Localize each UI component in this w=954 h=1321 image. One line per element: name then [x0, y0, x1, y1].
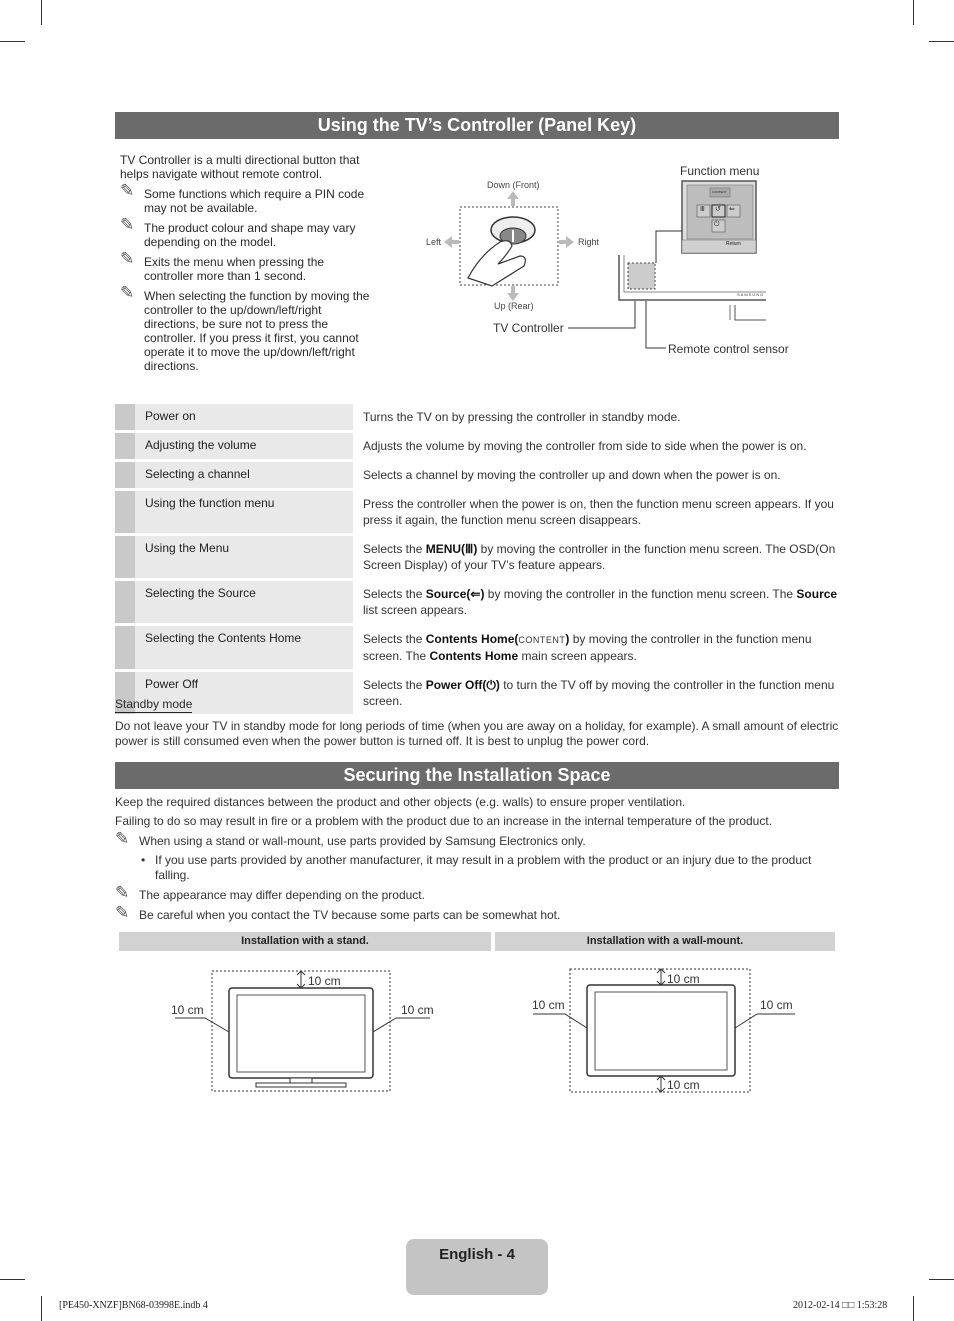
date-slug: 2012-02-14 □□ 1:53:28: [793, 1300, 888, 1311]
note-item: ✎ The appearance may differ depending on the product.: [115, 883, 425, 902]
function-desc: Turns the TV on by pressing the controller in standby mode.: [363, 410, 681, 424]
table-row: [115, 581, 839, 623]
function-desc: Selects the Source(⇐) by moving the controller in the function menu screen. The Source list screen appears.: [363, 587, 838, 617]
label-tv-controller: TV Controller: [493, 321, 564, 335]
table-row: [115, 672, 839, 714]
function-table: [115, 401, 839, 717]
dist-top: 10 cm: [308, 974, 341, 988]
crop-mark: [929, 1279, 954, 1280]
pencil-note-icon: ✎: [115, 903, 130, 922]
function-desc: Selects a channel by moving the controller up and down when the power is on.: [363, 468, 781, 482]
note-item: ✎ The product colour and shape may vary depending on the model.: [120, 215, 356, 249]
function-name: Power on: [135, 404, 353, 430]
table-row: [115, 491, 839, 533]
page-number: English - 4: [406, 1239, 548, 1295]
section-title-panel-key: Using the TV’s Controller (Panel Key): [115, 112, 839, 139]
pencil-note-icon: ✎: [115, 883, 130, 902]
note-item: ✎ When selecting the function by moving the controller to the up/down/left/right directions, be sure not to press the controller. If you press it first, you cannot operate it to move the up/down/left/right directions.: [120, 283, 370, 373]
crop-mark: [913, 1296, 914, 1321]
function-name: Using the function menu: [135, 491, 353, 533]
source-icon: ⇐: [470, 587, 481, 601]
function-name: Selecting the Contents Home: [135, 626, 353, 669]
label-function-menu: Function menu: [680, 164, 760, 178]
function-name: Adjusting the volume: [135, 433, 353, 459]
table-row: [115, 462, 839, 488]
dist-right: 10 cm: [401, 1003, 434, 1017]
function-name: Selecting a channel: [135, 462, 353, 488]
pencil-note-icon: ✎: [120, 181, 135, 200]
label-remote-sensor: Remote control sensor: [668, 342, 789, 356]
dist-left: 10 cm: [532, 998, 565, 1012]
pencil-note-icon: ✎: [115, 829, 130, 848]
pencil-note-icon: ✎: [120, 249, 135, 268]
function-desc: Selects the Contents Home(CONTENT) by moving the controller in the function menu screen. The Contents Home main screen appears.: [363, 632, 812, 663]
function-name: Power Off: [135, 672, 353, 714]
label-down-front: Down (Front): [487, 180, 540, 190]
standby-text: Do not leave your TV in standby mode for long periods of time (when you are away on a holiday, for example). A small amount of electric power is still consumed even when the power button is turned off. It is best to unplug the power cord.: [115, 719, 839, 748]
pencil-note-icon: ✎: [120, 215, 135, 234]
function-desc: Adjusts the volume by moving the controller from side to side when the power is on.: [363, 439, 807, 453]
return-key-label: Return: [726, 241, 742, 247]
dist-bottom: 10 cm: [667, 1078, 700, 1092]
note-item: ✎ Exits the menu when pressing the controller more than 1 second.: [120, 249, 325, 283]
function-desc: Selects the MENU(Ⅲ) by moving the controller in the function menu screen. The OSD(On Screen Display) of your TV’s feature appears.: [363, 542, 836, 572]
dist-right: 10 cm: [760, 998, 793, 1012]
brand-logo: SAMSUNG: [737, 292, 765, 297]
install-text: [115, 795, 839, 929]
crop-mark: [41, 0, 42, 25]
return-icon: ↺: [715, 206, 721, 213]
stand-diagram: [160, 962, 450, 1092]
crop-mark: [913, 0, 914, 25]
intro-text: TV Controller is a multi directional button that helps navigate without remote control.: [120, 153, 360, 181]
content-icon: CONTENT: [518, 635, 566, 645]
dist-left: 10 cm: [171, 1003, 204, 1017]
function-desc: Selects the Power Off(⏻) to turn the TV off by moving the controller in the function menu screen.: [363, 678, 835, 708]
function-name: Selecting the Source: [135, 581, 353, 623]
install-p2: Failing to do so may result in fire or a problem with the product due to an increase in the internal temperature of the product.: [115, 814, 773, 828]
label-left: Left: [426, 237, 442, 247]
pencil-note-icon: ✎: [120, 283, 135, 302]
wall-header: Installation with a wall-mount.: [495, 932, 835, 951]
bullet-item: • If you use parts provided by another manufacturer, it may result in a problem with the product or an injury due to the product falling.: [141, 853, 812, 882]
bullet-icon: •: [141, 853, 146, 867]
menu-icon: Ⅲ: [465, 542, 474, 556]
function-desc: Press the controller when the power is on, then the function menu screen appears. If you press it again, the function menu screen disappears.: [363, 497, 834, 527]
table-row: [115, 536, 839, 578]
dist-top: 10 cm: [667, 972, 700, 986]
power-icon: ⏻: [714, 221, 720, 228]
power-icon: ⏻: [486, 678, 496, 692]
crop-mark: [0, 1279, 25, 1280]
install-p1: Keep the required distances between the product and other objects (e.g. walls) to ensure proper ventilation.: [115, 795, 686, 809]
file-slug: [PE450-XNZF]BN68-03998E.indb 4: [59, 1300, 208, 1311]
note-item: ✎ Some functions which require a PIN code may not be available.: [120, 181, 365, 215]
table-row: [115, 433, 839, 459]
table-row: [115, 626, 839, 669]
source-icon: ⇐: [729, 206, 735, 213]
controller-diagram: [420, 160, 800, 360]
standby-title: Standby mode: [115, 697, 193, 711]
label-right: Right: [578, 237, 600, 247]
crop-mark: [0, 41, 25, 42]
section-title-installation: Securing the Installation Space: [115, 762, 839, 789]
content-key-label: CONTENT: [712, 190, 727, 194]
crop-mark: [929, 41, 954, 42]
table-row: [115, 404, 839, 430]
function-name: Using the Menu: [135, 536, 353, 578]
menu-icon: Ⅲ: [700, 206, 705, 213]
crop-mark: [41, 1296, 42, 1321]
note-item: ✎ When using a stand or wall-mount, use parts provided by Samsung Electronics only.: [115, 829, 586, 848]
stand-header: Installation with a stand.: [119, 932, 491, 951]
note-item: ✎ Be careful when you contact the TV because some parts can be somewhat hot.: [115, 903, 561, 922]
label-up-rear: Up (Rear): [494, 301, 534, 311]
intro-block: [120, 153, 375, 379]
